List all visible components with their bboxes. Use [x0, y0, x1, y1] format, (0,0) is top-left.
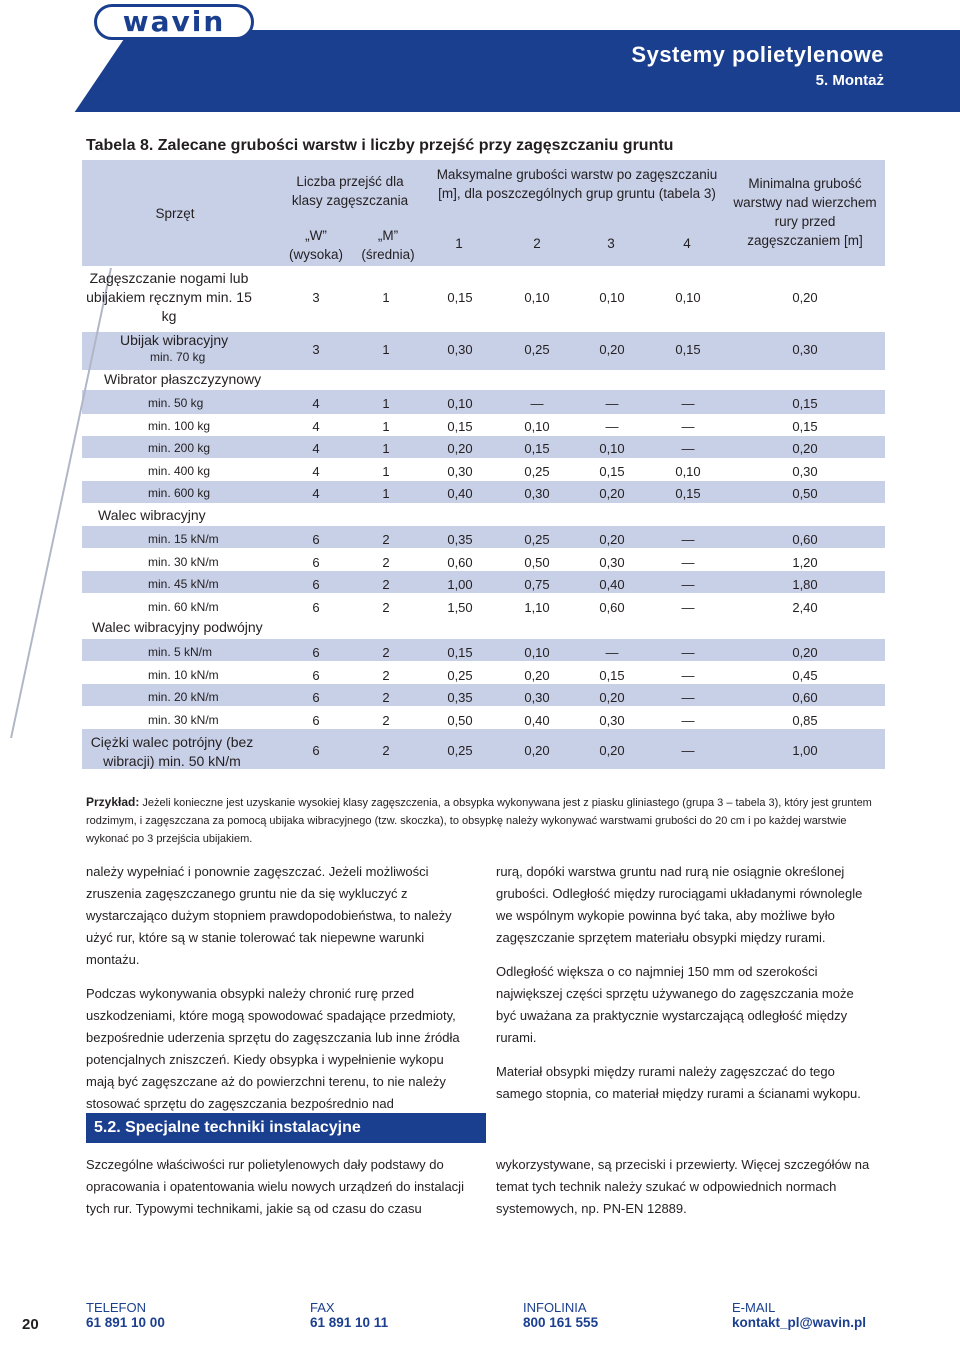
cell-g1: 0,35	[447, 532, 473, 547]
cell-w: 6	[312, 532, 320, 547]
cell-g2: 0,40	[524, 712, 550, 728]
paragraph: Materiał obsypki między rurami należy zagęszczać do tego samego stopnia, co materiał między rurami a ścianami wykopu.	[496, 1064, 861, 1101]
cell-g4: —	[681, 396, 695, 411]
cell-g3: —	[605, 396, 619, 411]
cell-min: 0,60	[792, 690, 818, 706]
cell-g2: 0,10	[524, 418, 550, 434]
example-label: Przykład:	[86, 795, 140, 809]
cell-g3: 0,15	[599, 463, 625, 479]
cell-w: 4	[312, 441, 320, 457]
cell-min: 1,20	[792, 554, 818, 570]
cell-g3: 0,20	[599, 690, 625, 706]
cell-g2: 0,30	[524, 690, 550, 706]
cell-g2: 0,75	[524, 577, 550, 593]
cell-min: 0,20	[792, 290, 818, 305]
row-label: Ubijak wibracyjny	[120, 332, 229, 348]
footer-info-value[interactable]: 800 161 555	[523, 1315, 599, 1330]
cell-min: 0,45	[792, 667, 818, 683]
cell-g1: 0,10	[447, 396, 473, 411]
cell-g2: 0,10	[524, 645, 550, 660]
cell-w: 6	[312, 599, 320, 615]
group-2-header: 2	[533, 236, 541, 251]
cell-w: 4	[312, 463, 320, 479]
cell-g3: 0,20	[599, 532, 625, 547]
cell-g2: 0,10	[524, 290, 550, 305]
col-min-header: Minimalna grubość warstwy nad wierzchem rury przed zagęszczaniem [m]	[733, 176, 877, 248]
cell-w: 4	[312, 418, 320, 434]
cell-g4: —	[681, 690, 695, 706]
row-label: min. 30 kN/m	[148, 712, 219, 727]
row-label: min. 10 kN/m	[148, 667, 219, 682]
cell-m: 1	[382, 342, 390, 357]
cell-min: 0,30	[792, 342, 818, 357]
footer-phone-label: TELEFON	[86, 1300, 146, 1315]
cell-m: 1	[382, 486, 390, 502]
cell-g3: —	[605, 645, 619, 660]
cell-g2: 0,20	[524, 743, 550, 758]
paragraph: Podczas wykonywania obsypki należy chronić rurę przed uszkodzeniami, które mogą spowodować spadające przedmioty, bezpośrednie uderzenia sprzętu do zagęszczania lub inne źródła potencjalnych zniszczeń. Kiedy obsypka i wypełnienie wykopu mają być zagęszczane aż do powierzchni terenu, to nie należy stosować sprzętu do zagęszczania bezpośrednio nad	[86, 986, 460, 1111]
row-label: min. 60 kN/m	[148, 599, 219, 614]
footer-mail-value[interactable]: kontakt_pl@wavin.pl	[732, 1315, 866, 1330]
cell-w: 6	[312, 645, 320, 660]
col-equipment-header: Sprzęt	[155, 206, 195, 221]
cell-m: 2	[382, 712, 390, 728]
page-number: 20	[22, 1316, 39, 1333]
cell-g3: —	[605, 418, 619, 434]
cell-w: 6	[312, 577, 320, 593]
cell-w: 6	[312, 712, 320, 728]
section-left-text: Szczególne właściwości rur polietylenowych dały podstawy do opracowania i opatentowania wielu nowych urządzeń do instalacji tych rur. Typowymi technikami, jakie są od czasu do czasu	[86, 1157, 464, 1216]
cell-g1: 1,00	[447, 577, 473, 593]
cell-min: 0,20	[792, 645, 818, 660]
cell-g2: 0,20	[524, 667, 550, 683]
row-label: Zagęszczanie nogami lub ubijakiem ręcznym min. 15 kg	[86, 270, 252, 324]
cell-g4: —	[681, 554, 695, 570]
footer-fax-value: 61 891 10 11	[310, 1315, 389, 1330]
cell-m: 1	[382, 441, 390, 457]
col-passes-header: Liczba przejść dla klasy zagęszczania	[291, 174, 409, 208]
cell-min: 2,40	[792, 599, 818, 615]
cell-g2: 0,15	[524, 441, 550, 457]
cell-g4: —	[681, 599, 695, 615]
cell-g4: —	[681, 645, 695, 660]
example-block	[86, 793, 886, 848]
cell-m: 2	[382, 645, 390, 660]
row-label: min. 20 kN/m	[148, 690, 219, 705]
header-title: Systemy polietylenowe	[631, 42, 884, 67]
cell-g1: 0,35	[447, 690, 473, 706]
row-label: min. 70 kg	[150, 350, 206, 364]
cell-min: 1,00	[792, 743, 818, 758]
cell-g2: —	[530, 396, 544, 411]
footer-mail-label: E-MAIL	[732, 1300, 776, 1315]
col-m-header: „M” (średnia)	[361, 228, 415, 262]
cell-g3: 0,10	[599, 441, 625, 457]
row-label: min. 50 kg	[148, 396, 204, 410]
footer-fax-label: FAX	[310, 1300, 335, 1315]
cell-g4: —	[681, 532, 695, 547]
cell-g4: —	[681, 441, 695, 457]
cell-g2: 0,30	[524, 486, 550, 502]
row-label: Ciężki walec potrójny (bez wibracji) min. 50 kN/m	[90, 734, 254, 769]
cell-g1: 0,60	[447, 554, 473, 570]
row-label: min. 5 kN/m	[148, 645, 213, 659]
footer-mail	[732, 1300, 866, 1330]
header-section: 5. Montaż	[815, 72, 884, 89]
cell-g1: 0,40	[447, 486, 473, 502]
cell-g2: 0,25	[524, 463, 550, 479]
cell-g1: 0,30	[447, 463, 473, 479]
row-label: min. 100 kg	[148, 418, 211, 433]
cell-min: 0,15	[792, 418, 818, 434]
cell-g4: 0,10	[675, 463, 701, 479]
cell-g2: 0,25	[524, 532, 550, 547]
paragraph: należy wypełniać i ponownie zagęszczać. Jeżeli możliwości zruszenia zagęszczanego gruntu nie da się wykluczyć z wystarczająco dużym stopniem prawdopodobieństwa, to należy użyć rur, które są w stanie tolerować tak niepewne warunki montażu.	[86, 864, 452, 967]
cell-g3: 0,10	[599, 290, 625, 305]
footer-fax	[310, 1300, 388, 1330]
cell-min: 0,60	[792, 532, 818, 547]
group-3-header: 3	[607, 236, 615, 251]
footer-phone-value[interactable]: 61 891 10 00	[86, 1315, 165, 1330]
cell-w: 6	[312, 690, 320, 706]
cell-w: 3	[312, 342, 320, 357]
row-label: min. 30 kN/m	[148, 554, 219, 569]
cell-g4: 0,15	[675, 486, 701, 502]
cell-m: 2	[382, 532, 390, 547]
cell-g1: 0,25	[447, 667, 473, 683]
cell-g1: 0,15	[447, 645, 473, 660]
cell-w: 3	[312, 290, 320, 305]
cell-g4: —	[681, 577, 695, 593]
row-label: min. 400 kg	[148, 463, 211, 478]
decorative-slant	[10, 268, 112, 738]
row-label: min. 15 kN/m	[148, 532, 219, 546]
cell-w: 6	[312, 554, 320, 570]
section-title: Wibrator płaszczyzynowy	[104, 371, 262, 387]
cell-g3: 0,20	[599, 743, 625, 758]
cell-m: 2	[382, 577, 390, 593]
cell-m: 1	[382, 463, 390, 479]
cell-min: 0,85	[792, 712, 818, 728]
cell-g1: 0,50	[447, 712, 473, 728]
cell-g4: —	[681, 667, 695, 683]
cell-m: 2	[382, 599, 390, 615]
cell-g3: 0,30	[599, 554, 625, 570]
group-4-header: 4	[683, 236, 691, 251]
cell-g4: —	[681, 712, 695, 728]
body-left-column	[86, 861, 466, 1127]
section-heading: 5.2. Specjalne techniki instalacyjne	[86, 1113, 486, 1143]
cell-g1: 0,25	[447, 743, 473, 758]
cell-m: 2	[382, 554, 390, 570]
section-title: Walec wibracyjny podwójny	[92, 619, 263, 635]
footer-info	[523, 1300, 598, 1330]
body-right-column	[496, 861, 876, 1117]
section-right-text: wykorzystywane, są przeciski i przewierty. Więcej szczegółów na temat tych technik należy szukać w odpowiednich normach systemowych, np. PN-EN 12889.	[496, 1157, 870, 1216]
cell-min: 1,80	[792, 577, 818, 593]
cell-w: 6	[312, 743, 320, 758]
cell-g2: 0,25	[524, 342, 550, 357]
paragraph: rurą, dopóki warstwa gruntu nad rurą nie osiągnie określonej grubości. Odległość między rurociągami układanymi równolegle we wspólnym wykopie powinna być taka, aby możliwe było zagęszczanie sprzętem materiału obsypki między rurami.	[496, 864, 863, 945]
row-label: min. 45 kN/m	[148, 577, 219, 592]
cell-min: 0,30	[792, 463, 818, 479]
cell-w: 4	[312, 396, 320, 411]
cell-g3: 0,30	[599, 712, 625, 728]
cell-g3: 0,15	[599, 667, 625, 683]
table-caption: Tabela 8. Zalecane grubości warstw i liczby przejść przy zagęszczaniu gruntu	[86, 137, 674, 154]
cell-g3: 0,20	[599, 342, 625, 357]
cell-g1: 0,15	[447, 290, 473, 305]
cell-min: 0,15	[792, 396, 818, 411]
example-text: Jeżeli konieczne jest uzyskanie wysokiej klasy zagęszczenia, a obsypka wykonywana jest z piasku gliniastego (grupa 3 – tabela 3), który jest gruntem rodzimym, i zagęszczana za pomocą ubijaka wibracyjnego (tzw. skoczka), to obsypkę należy wykonywać warstwami grubości do 20 cm i po każdej warstwie wykonać po 3 przejścia ubijakiem.	[86, 797, 872, 845]
cell-w: 4	[312, 486, 320, 502]
row-label: min. 600 kg	[148, 486, 211, 501]
col-w-header: „W” (wysoka)	[288, 228, 343, 262]
cell-g3: 0,20	[599, 486, 625, 502]
cell-g1: 0,20	[447, 441, 473, 457]
cell-m: 1	[382, 290, 390, 305]
cell-m: 1	[382, 396, 390, 411]
cell-g3: 0,60	[599, 599, 625, 615]
cell-m: 2	[382, 690, 390, 706]
col-max-header: Maksymalne grubości warstw po zagęszczaniu [m], dla poszczególnych grup gruntu (tabela 3)	[436, 167, 718, 201]
group-1-header: 1	[455, 236, 463, 251]
section-title: Walec wibracyjny	[98, 507, 206, 523]
cell-g4: —	[681, 743, 695, 758]
cell-m: 2	[382, 743, 390, 758]
cell-m: 2	[382, 667, 390, 683]
cell-g2: 0,50	[524, 554, 550, 570]
cell-g1: 1,50	[447, 599, 473, 615]
row-label: min. 200 kg	[148, 441, 211, 456]
cell-g4: 0,10	[675, 290, 701, 305]
footer-phone	[86, 1300, 165, 1330]
cell-g2: 1,10	[524, 599, 550, 615]
paragraph: Odległość większa o co najmniej 150 mm od szerokości największej części sprzętu używanego do zagęszczania może być uważana za praktycznie wystarczającą odległość między rurami.	[496, 964, 854, 1045]
wavin-logo[interactable]: wavin	[94, 4, 254, 40]
cell-g1: 0,15	[447, 418, 473, 434]
cell-g4: —	[681, 418, 695, 434]
cell-m: 1	[382, 418, 390, 434]
cell-w: 6	[312, 667, 320, 683]
cell-min: 0,50	[792, 486, 818, 502]
cell-min: 0,20	[792, 441, 818, 457]
cell-g3: 0,40	[599, 577, 625, 593]
footer-info-label: INFOLINIA	[523, 1300, 587, 1315]
cell-g1: 0,30	[447, 342, 473, 357]
cell-g4: 0,15	[675, 342, 701, 357]
